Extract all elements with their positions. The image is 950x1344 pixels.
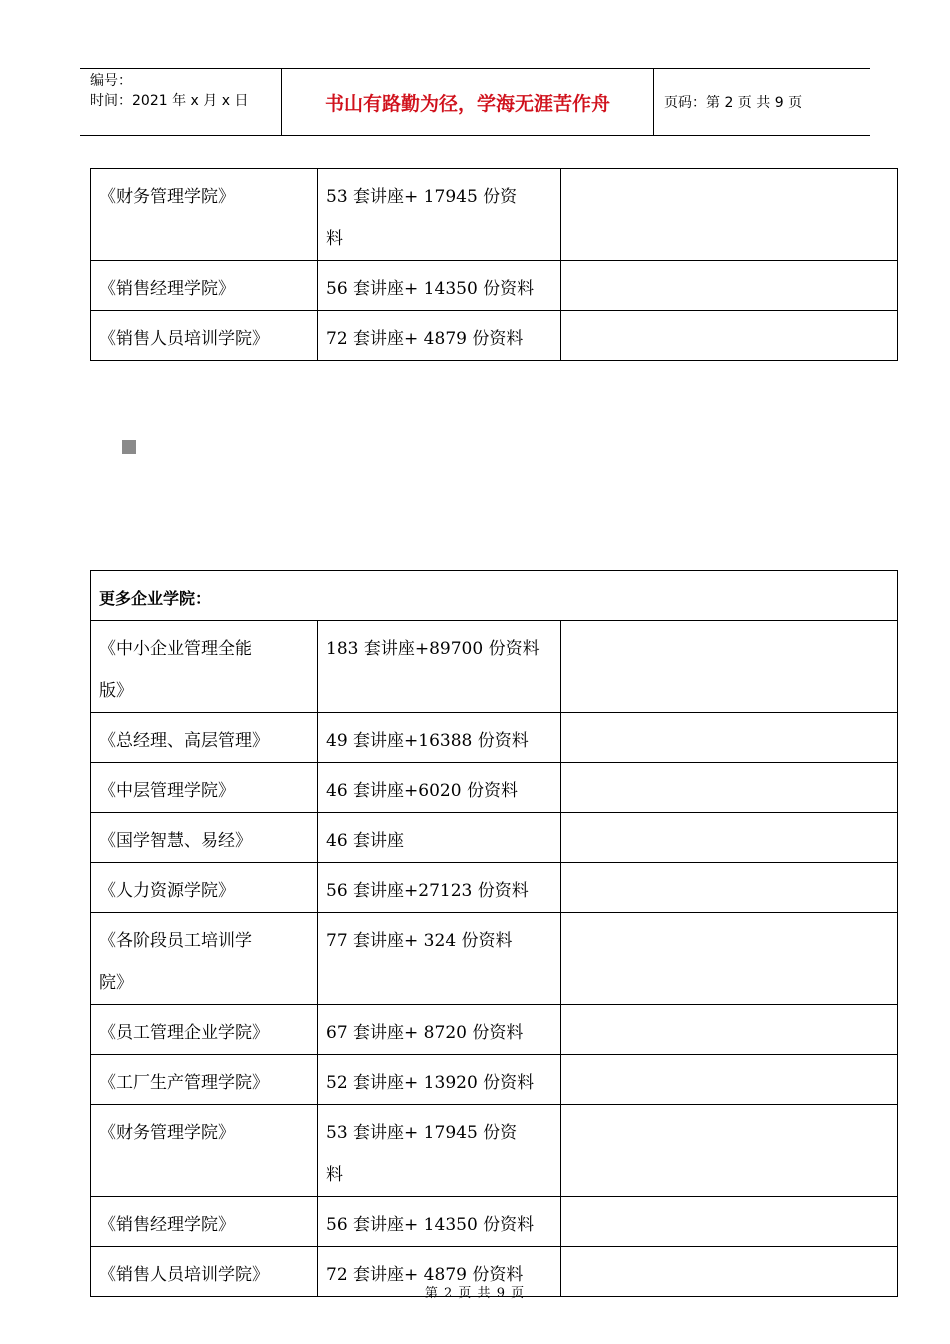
course-note: [561, 1055, 898, 1105]
page-header: [80, 68, 870, 136]
course-name: 《销售经理学院》: [91, 1197, 318, 1247]
course-content: 53 套讲座+ 17945 份资 料: [318, 169, 561, 261]
table-row: [91, 813, 898, 863]
table-row: [91, 713, 898, 763]
course-note: [561, 1105, 898, 1197]
course-note: [561, 763, 898, 813]
course-table-top: [90, 168, 898, 361]
table-title: 更多企业学院：: [91, 571, 898, 621]
table-row: [91, 1197, 898, 1247]
course-content: 52 套讲座+ 13920 份资料: [318, 1055, 561, 1105]
course-name: 《国学智慧、易经》: [91, 813, 318, 863]
course-note: [561, 1197, 898, 1247]
course-note: [561, 863, 898, 913]
header-meta: [80, 69, 282, 135]
course-note: [561, 713, 898, 763]
course-table-more: [90, 570, 898, 1297]
table-row: [91, 913, 898, 1005]
table-row: [91, 763, 898, 813]
course-content: 56 套讲座+ 14350 份资料: [318, 1197, 561, 1247]
table-row: [91, 261, 898, 311]
course-name: 《财务管理学院》: [91, 169, 318, 261]
table-title-row: [91, 571, 898, 621]
course-note: [561, 621, 898, 713]
course-name: 《销售人员培训学院》: [91, 1247, 318, 1297]
table-row: [91, 1105, 898, 1197]
course-content: 46 套讲座+6020 份资料: [318, 763, 561, 813]
course-note: [561, 813, 898, 863]
square-bullet-icon: [122, 440, 136, 454]
course-note: [561, 913, 898, 1005]
course-name: 《中层管理学院》: [91, 763, 318, 813]
course-name: 《人力资源学院》: [91, 863, 318, 913]
header-motto: 书山有路勤为径，学海无涯苦作舟: [282, 69, 654, 135]
course-note: [561, 311, 898, 361]
table-row: [91, 1005, 898, 1055]
course-content: 56 套讲座+27123 份资料: [318, 863, 561, 913]
course-content: 77 套讲座+ 324 份资料: [318, 913, 561, 1005]
course-name: 《销售人员培训学院》: [91, 311, 318, 361]
course-note: [561, 169, 898, 261]
time-label: 时间：2021 年 x 月 x 日: [90, 93, 249, 109]
course-name: 《总经理、高层管理》: [91, 713, 318, 763]
course-content: 67 套讲座+ 8720 份资料: [318, 1005, 561, 1055]
course-name: 《各阶段员工培训学 院》: [91, 913, 318, 1005]
course-name: 《销售经理学院》: [91, 261, 318, 311]
course-name: 《中小企业管理全能 版》: [91, 621, 318, 713]
course-content: 49 套讲座+16388 份资料: [318, 713, 561, 763]
course-content: 72 套讲座+ 4879 份资料: [318, 311, 561, 361]
table-row: [91, 1055, 898, 1105]
header-page-label: 页码：第 2 页 共 9 页: [664, 95, 803, 111]
course-name: 《财务管理学院》: [91, 1105, 318, 1197]
table-row: [91, 311, 898, 361]
number-label: 编号：: [90, 73, 132, 89]
table-row: [91, 621, 898, 713]
course-content: 46 套讲座: [318, 813, 561, 863]
table-row: [91, 863, 898, 913]
course-content: 56 套讲座+ 14350 份资料: [318, 261, 561, 311]
course-content: 53 套讲座+ 17945 份资 料: [318, 1105, 561, 1197]
course-note: [561, 261, 898, 311]
course-note: [561, 1005, 898, 1055]
course-content: 183 套讲座+89700 份资料: [318, 621, 561, 713]
course-name: 《工厂生产管理学院》: [91, 1055, 318, 1105]
course-content: 72 套讲座+ 4879 份资料: [318, 1247, 561, 1297]
course-name: 《员工管理企业学院》: [91, 1005, 318, 1055]
page-footer: 第 2 页 共 9 页: [424, 1286, 526, 1301]
table-row: [91, 169, 898, 261]
